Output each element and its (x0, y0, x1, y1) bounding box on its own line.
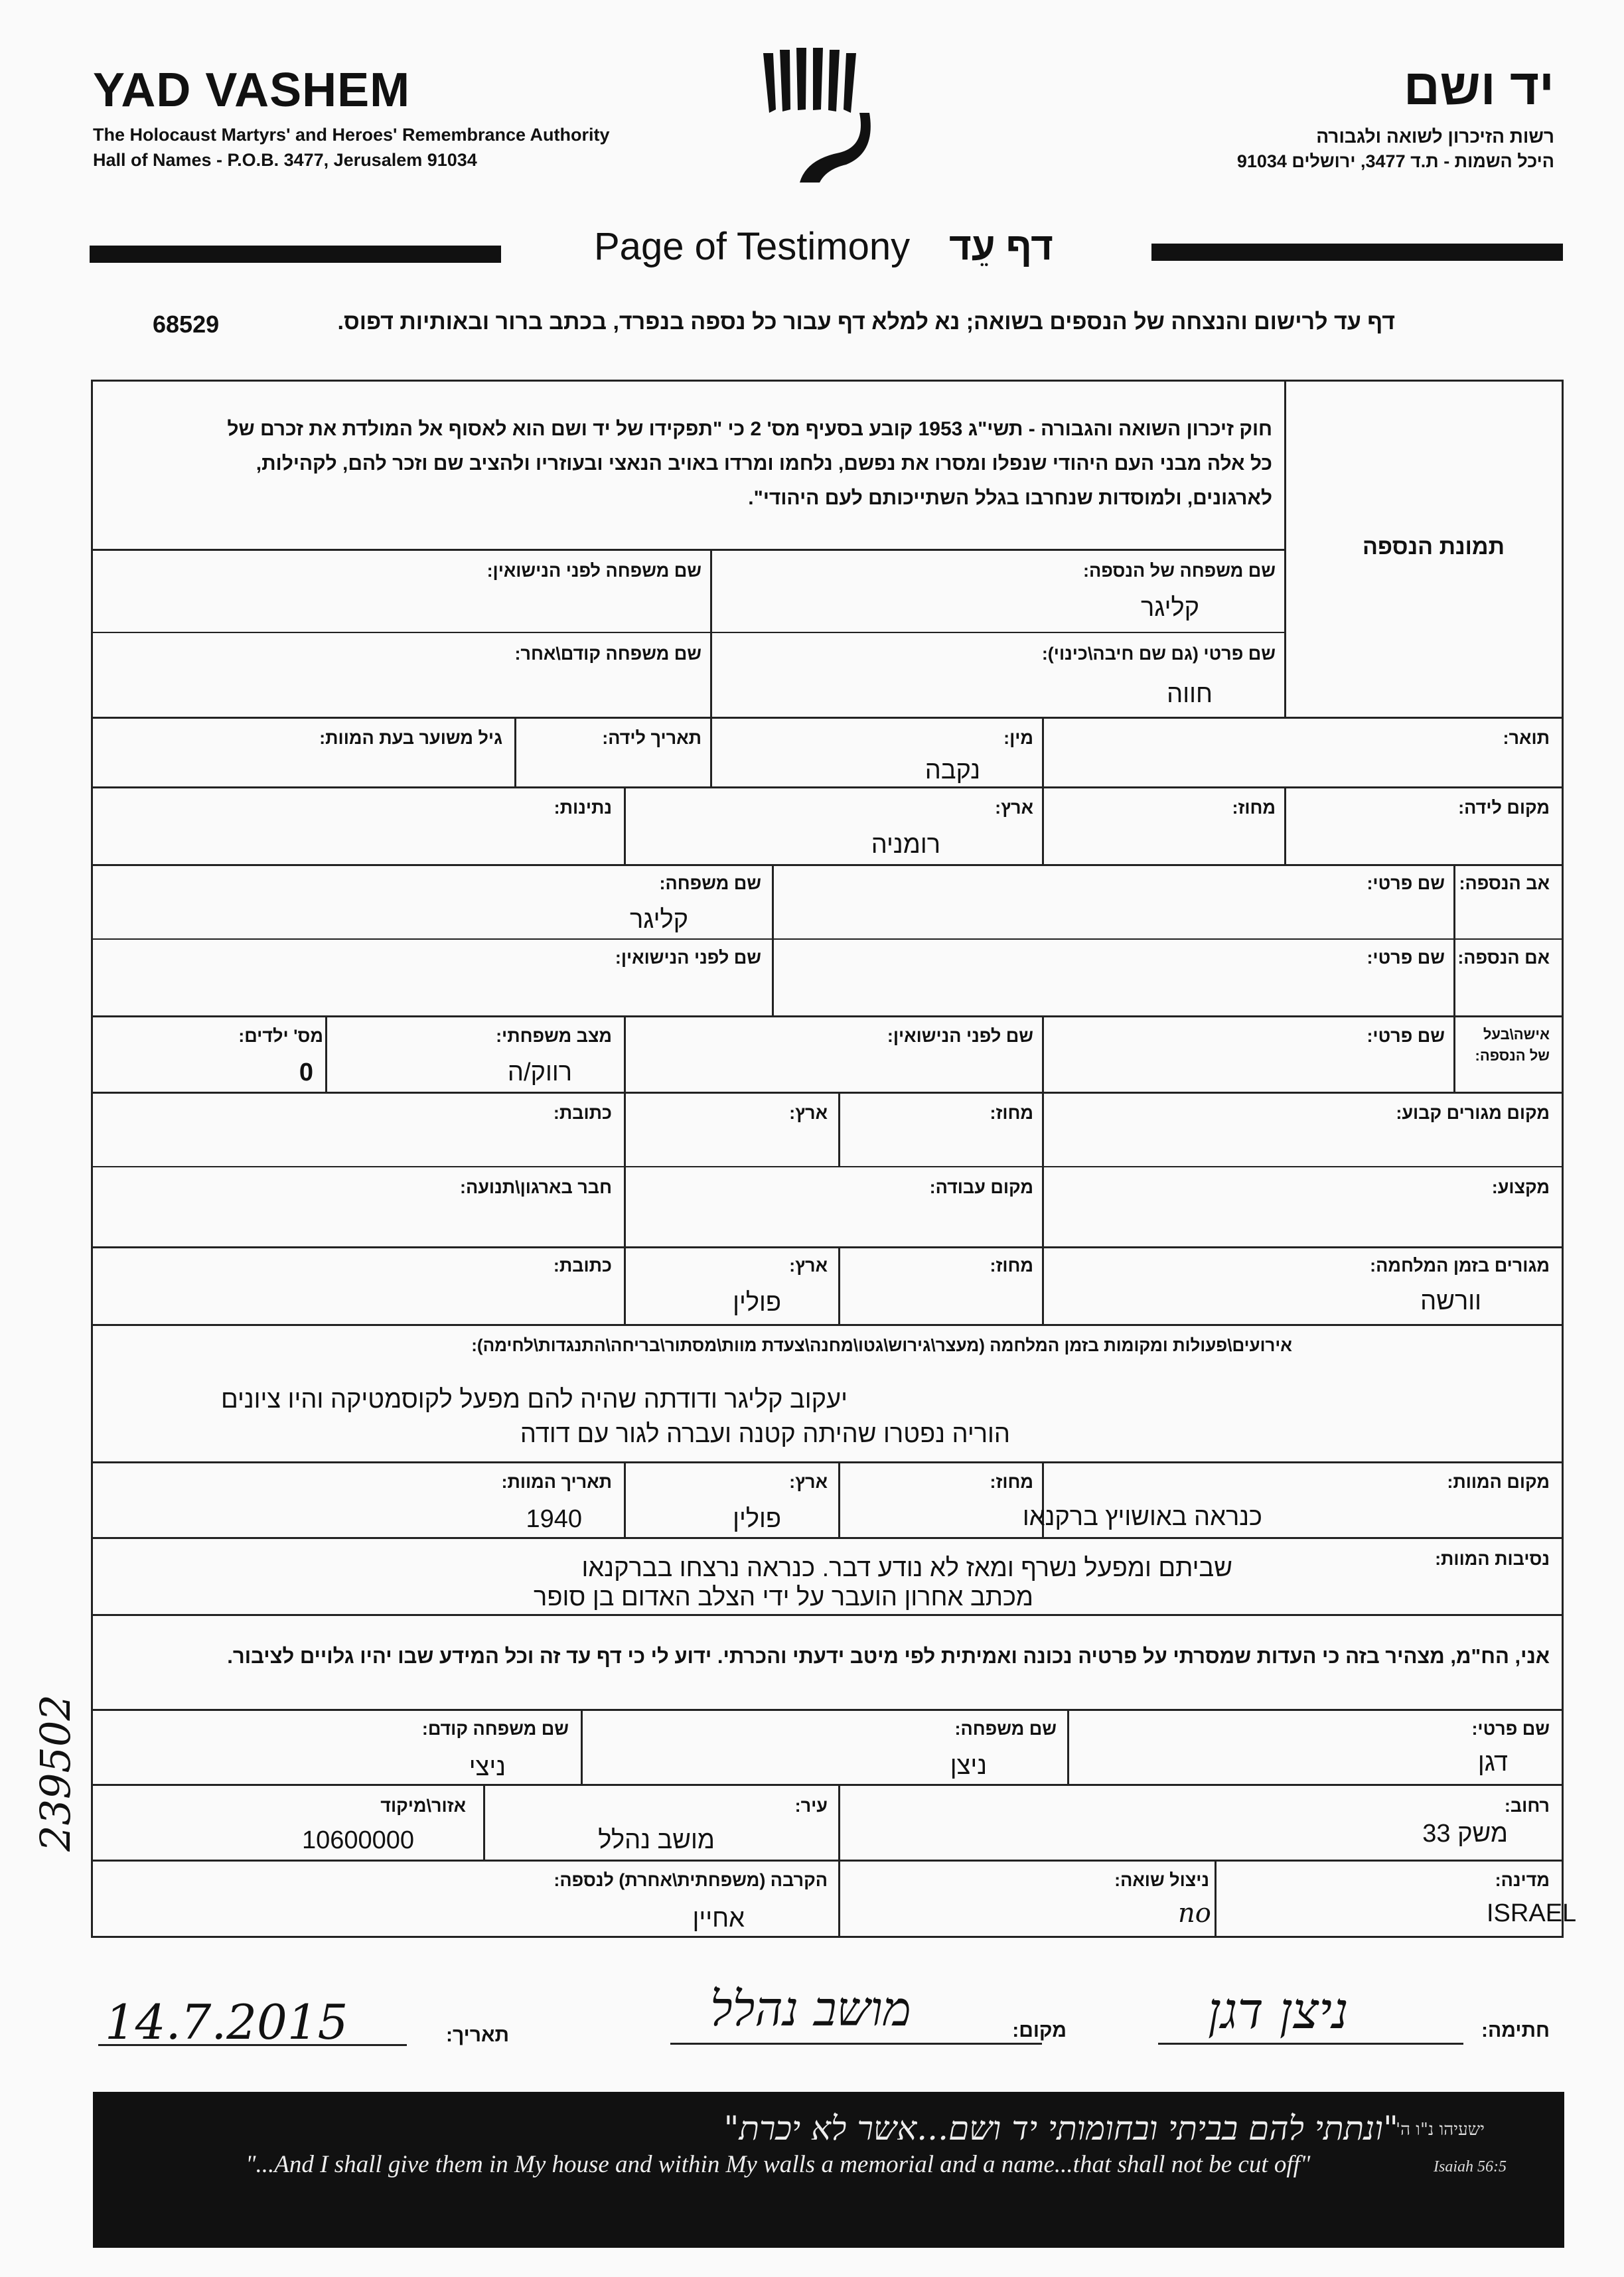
value-gender[interactable]: נקבה (924, 757, 980, 784)
value-submitter-family[interactable]: ניצן (950, 1752, 987, 1780)
title-bar-left (90, 246, 501, 263)
value-place[interactable]: מושב נהלל (710, 1981, 911, 2037)
label-wartime-district: מחוז: (990, 1256, 1033, 1276)
declaration-text: אני, הח"מ, מצהיר בזה כי העדות שמסרתי על פרטיה נכונה ואמיתית לפי מיטב ידעתי והכרתי. ידוע לי כי דף עד זה וכל המידע שבו יהיו גלויים לציבור. (227, 1645, 1550, 1668)
label-birth-district: מחוז: (1232, 798, 1276, 818)
value-first-name[interactable]: חווה (1167, 680, 1213, 708)
value-events-line1[interactable]: יעקוב קליגר ודודתה שהיה להם מפעל לקוסמטיקה והיו ציונים (220, 1386, 848, 1414)
value-circumstances-line1[interactable]: שביתם ומפעל נשרף ומאז לא נודע דבר. כנראה נרצחו בברקנאו (581, 1554, 1232, 1582)
label-profession: מקצוע: (1491, 1177, 1550, 1197)
value-survivor[interactable]: no (1178, 1898, 1211, 1929)
value-relation[interactable]: אחיין (692, 1905, 745, 1933)
label-death-circumstances: נסיבות המוות: (1435, 1549, 1550, 1569)
label-wartime-residence: מגורים בזמן המלחמה: (1370, 1256, 1550, 1276)
label-residence-district: מחוז: (990, 1103, 1033, 1123)
label-submitter-prev: שם משפחה קודם: (421, 1719, 569, 1739)
label-age-at-death: גיל משוער בעת המוות: (319, 728, 502, 748)
label-submitter-first: שם פרטי: (1471, 1719, 1550, 1739)
label-gender: מין: (1003, 728, 1033, 748)
label-mother-maiden: שם לפני הנישואין: (615, 948, 761, 968)
value-street[interactable]: משק 33 (1422, 1820, 1508, 1848)
label-father-family: שם משפחה: (659, 873, 761, 893)
label-birth-country: ארץ: (995, 798, 1033, 818)
value-death-place[interactable]: כנראה באושויץ ברקנאו (1022, 1503, 1262, 1531)
label-relation: הקרבה (משפחתית\אחרת) לנספה: (554, 1870, 828, 1890)
label-death-place: מקום המוות: (1447, 1472, 1550, 1492)
value-marital-status[interactable]: רווק/ה (507, 1059, 572, 1086)
footer-quote-en: "...And I shall give them in My house and within My walls a memorial and a name...that shall not be cut off" (246, 2151, 1311, 2178)
label-death-country: ארץ: (789, 1472, 828, 1492)
org-subtitle-en: The Holocaust Martyrs' and Heroes' Remembrance Authority (93, 125, 610, 145)
value-father-family[interactable]: קליגר (629, 906, 688, 934)
label-father-first: שם פרטי: (1366, 873, 1445, 893)
signature[interactable]: ניצן דגן (1208, 1981, 1349, 2040)
label-victim-surname: שם משפחה של הנספה: (1082, 561, 1276, 581)
label-city: עיר: (794, 1796, 828, 1816)
label-signature: חתימה: (1481, 2020, 1550, 2041)
label-birth-date: תאריך לידה: (602, 728, 701, 748)
label-state: מדינה: (1495, 1870, 1550, 1890)
label-residence-address: כתובת: (553, 1103, 612, 1123)
instruction-text: דף עד לרישום והנצחה של הנספים בשואה; נא למלא דף עבור כל נספה בנפרד, בכתב ברור ובאותיות דפוס. (337, 309, 1395, 334)
value-birth-country[interactable]: רומניה (871, 831, 940, 859)
place-line (670, 2043, 1042, 2045)
label-death-district: מחוז: (990, 1472, 1033, 1492)
footer-quote-he: "ונתתי להם בביתי ובחומותי יד ושם...אשר לא יכרת" (723, 2109, 1398, 2148)
label-wartime-address: כתובת: (553, 1256, 612, 1276)
label-spouse-maiden: שם לפני הנישואין: (887, 1026, 1033, 1046)
value-wartime-country[interactable]: פולין (733, 1289, 781, 1317)
value-death-date[interactable]: 1940 (526, 1505, 582, 1533)
label-street: רחוב: (1504, 1796, 1550, 1816)
label-mother-first: שם פרטי: (1366, 948, 1445, 968)
label-death-date: תאריך המוות: (501, 1472, 612, 1492)
law-text-line1: חוק זיכרון השואה והגבורה - תשי"ג 1953 קובע בסעיף מס' 2 כי "תפקידו של יד ושם הוא לאסוף אל המולדת את זכרם של (227, 418, 1272, 440)
signature-line (1158, 2043, 1463, 2045)
value-victim-surname[interactable]: קליגר (1140, 594, 1199, 622)
yad-vashem-logo (760, 46, 879, 199)
value-submitter-first[interactable]: דגן (1477, 1749, 1508, 1777)
value-num-children[interactable]: 0 (299, 1059, 313, 1086)
value-circumstances-line2[interactable]: מכתב אחרון הועבר על ידי הצלב האדום בן סופר (534, 1583, 1033, 1611)
value-events-line2[interactable]: הוריה נפטרו שהיתה קטנה ועברה לגור עם דודה (520, 1420, 1010, 1448)
value-wartime-city[interactable]: וורשה (1420, 1287, 1481, 1315)
page-title-en: Page of Testimony (594, 225, 911, 268)
org-subtitle-he: רשות הזיכרון לשואה ולגבורה (1316, 126, 1554, 147)
value-date[interactable]: 14.7.2015 (105, 1994, 348, 2050)
page-title-he: דף עֵד (949, 225, 1053, 268)
label-nationality: נתינות: (554, 798, 612, 818)
label-title: תואר: (1503, 728, 1550, 748)
label-place: מקום: (1012, 2020, 1067, 2041)
label-marital-status: מצב משפחתי: (496, 1026, 612, 1046)
margin-id: 239502 (31, 1694, 80, 1852)
org-name-en: YAD VASHEM (93, 64, 411, 117)
label-first-name: שם פרטי (גם שם חיבה\כינוי): (1041, 644, 1276, 664)
value-death-country[interactable]: פולין (733, 1505, 781, 1533)
org-name-he: יד ושם (1403, 59, 1554, 115)
footer-ref-en: Isaiah 56:5 (1434, 2158, 1507, 2175)
label-residence-country: ארץ: (789, 1103, 828, 1123)
label-wartime-country: ארץ: (789, 1256, 828, 1276)
photo-label: תמונת הנספה (1362, 534, 1505, 559)
label-maiden-name: שם משפחה לפני הנישואין: (486, 561, 701, 581)
label-date: תאריך: (445, 2024, 509, 2046)
law-text-line3: לארגונים, ולמוסדות שנחרבו בגלל השתייכותם לעם היהודי". (748, 487, 1272, 509)
label-permanent-residence: מקום מגורים קבוע: (1396, 1103, 1550, 1123)
label-survivor: ניצול שואה: (1114, 1870, 1209, 1890)
label-mother: אם הנספה: (1457, 948, 1550, 968)
title-bar-right (1151, 244, 1563, 261)
footer-ref-he: ישעיהו נ"ו ה' (1395, 2120, 1485, 2140)
label-events: אירועים\פעולות ומקומות בזמן המלחמה (מעצר\גירוש\גטו\מחנה\צעדת מוות\מסתור\בריחה\התנגדות\לחימה): (471, 1335, 1292, 1355)
value-zip[interactable]: 10600000 (302, 1826, 415, 1854)
org-address-en: Hall of Names - P.O.B. 3477, Jerusalem 91034 (93, 150, 477, 170)
label-spouse: אישה\בעל (1483, 1026, 1550, 1043)
org-address-he: היכל השמות - ת.ד 3477, ירושלים 91034 (1236, 151, 1554, 171)
law-text-line2: כל אלה מבני העם היהודי שנפלו ומסרו את נפשם, נלחמו ומרדו באויב הנאצי ובעוזריו ולהציב שם וזכר להם, לקהילות, (256, 453, 1272, 475)
label-father: אב הנספה: (1459, 873, 1550, 893)
label-birth-place: מקום לידה: (1458, 798, 1550, 818)
label-spouse-first: שם פרטי: (1366, 1026, 1445, 1046)
label-submitter-family: שם משפחה: (954, 1719, 1057, 1739)
value-city[interactable]: מושב נהלל (598, 1826, 715, 1854)
value-state[interactable]: ISRAEL (1487, 1899, 1577, 1927)
label-workplace: מקום עבודה: (929, 1177, 1033, 1197)
label-spouse-2: של הנספה: (1475, 1047, 1550, 1064)
label-org-member: חבר בארגון\תנועה: (460, 1177, 612, 1197)
form-number: 68529 (153, 311, 220, 338)
label-num-children: מס' ילדים: (238, 1026, 323, 1046)
value-submitter-prev[interactable]: ניצי (469, 1753, 506, 1781)
label-zip: אזור\מיקוד (380, 1796, 466, 1816)
label-previous-surname: שם משפחה קודם\אחר: (514, 644, 701, 664)
